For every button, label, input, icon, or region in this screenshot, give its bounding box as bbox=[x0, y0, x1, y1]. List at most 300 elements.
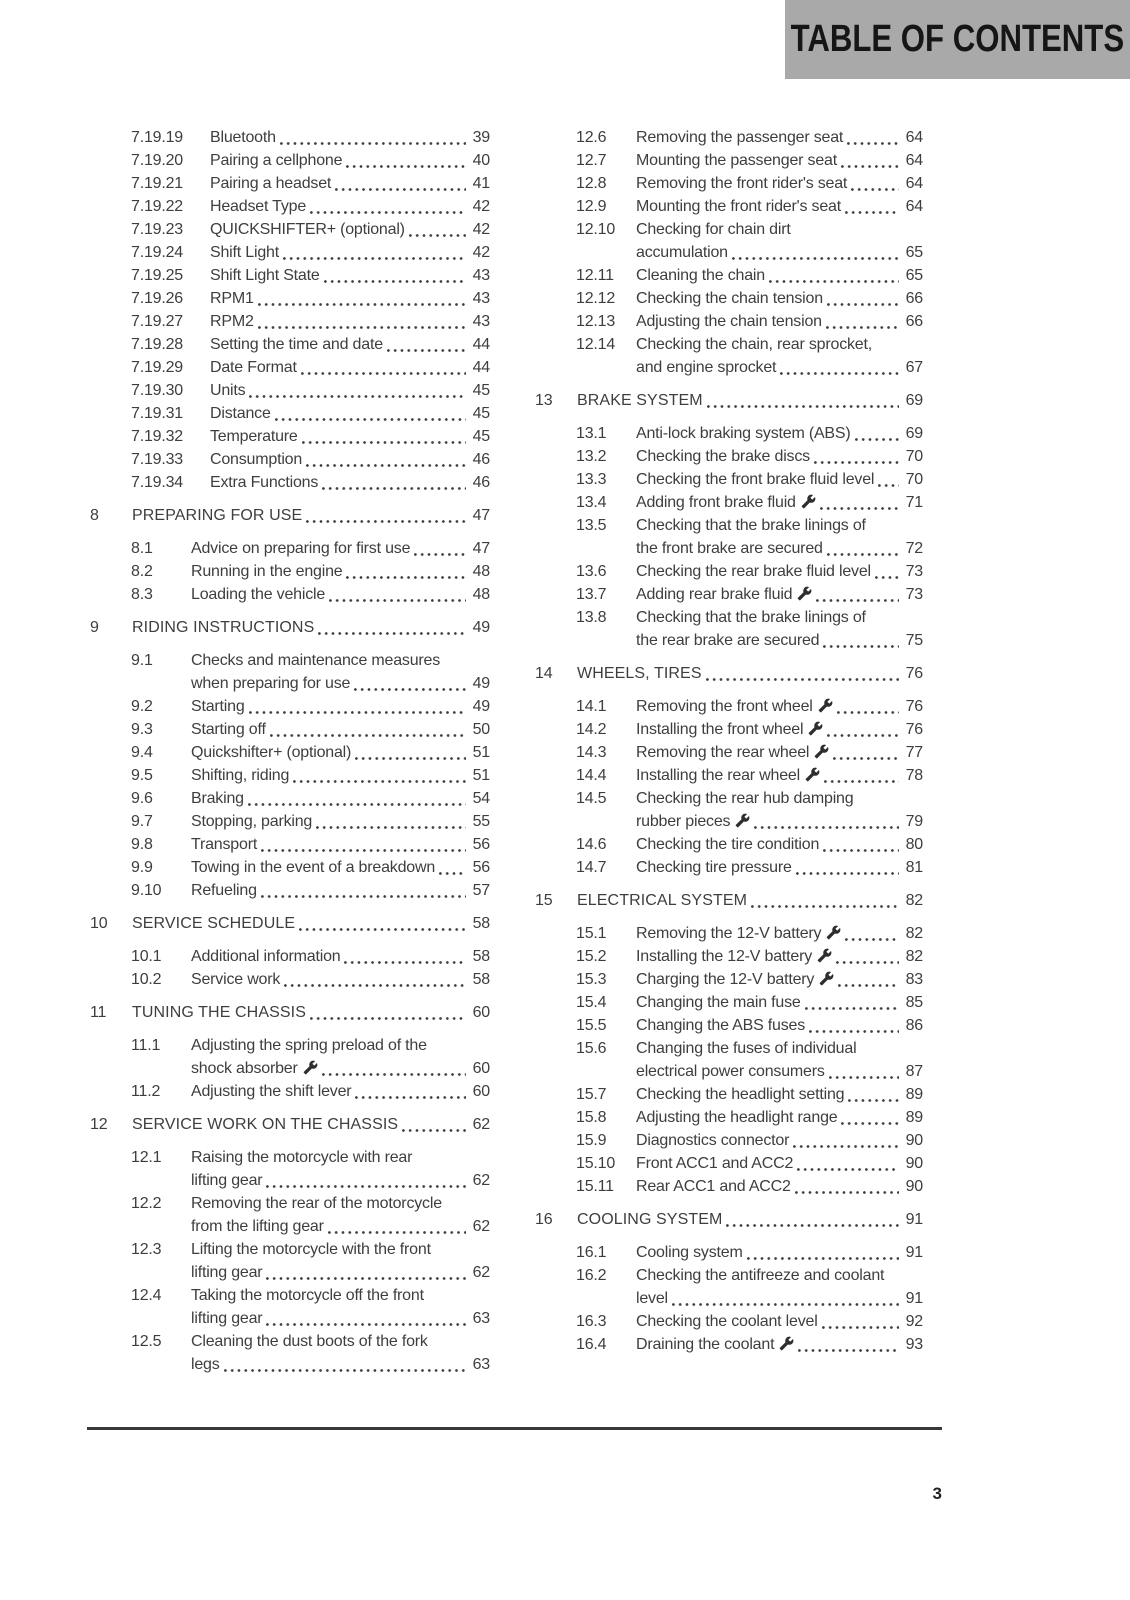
toc-chapter-entry bbox=[90, 1001, 490, 1024]
toc-entry-line bbox=[191, 1146, 490, 1169]
dot-leader bbox=[322, 1073, 466, 1076]
toc-entry-line bbox=[636, 945, 923, 968]
entry-number: 15.4 bbox=[576, 994, 607, 1011]
entry-title: Removing the front wheel bbox=[636, 698, 813, 715]
toc-entry-line bbox=[210, 310, 490, 333]
entry-page-number: 65 bbox=[905, 244, 923, 261]
toc-entry bbox=[90, 195, 490, 218]
entry-number: 15.2 bbox=[576, 948, 607, 965]
dot-leader bbox=[224, 1369, 466, 1372]
entry-title: Checking tire pressure bbox=[636, 859, 792, 876]
dot-leader bbox=[707, 405, 899, 408]
wrench-icon bbox=[735, 813, 750, 828]
toc-entry-line bbox=[210, 126, 490, 149]
entry-number: 15.10 bbox=[576, 1155, 616, 1172]
entry-page-number: 51 bbox=[472, 767, 490, 784]
toc-entry-line bbox=[636, 333, 923, 356]
toc-entry bbox=[535, 991, 923, 1014]
entry-title: Checking the coolant level bbox=[636, 1313, 818, 1330]
dot-leader bbox=[726, 1224, 899, 1227]
wrench-icon bbox=[817, 948, 832, 963]
toc-entry bbox=[90, 310, 490, 333]
toc-entry-line bbox=[636, 1310, 923, 1333]
entry-page-number: 42 bbox=[472, 244, 490, 261]
dot-leader bbox=[747, 1257, 899, 1260]
wrench-icon bbox=[303, 1060, 318, 1075]
toc-chapter-entry bbox=[535, 662, 923, 685]
toc-entry-line bbox=[191, 968, 490, 991]
dot-leader bbox=[805, 1007, 899, 1010]
entry-page-number: 64 bbox=[905, 198, 923, 215]
entry-title: Headset Type bbox=[210, 198, 307, 215]
entry-page-number: 49 bbox=[472, 675, 490, 692]
toc-entry bbox=[90, 149, 490, 172]
entry-title: Anti-lock braking system (ABS) bbox=[636, 425, 851, 442]
dot-leader bbox=[302, 441, 466, 444]
dot-leader bbox=[283, 257, 466, 260]
entry-title: Removing the passenger seat bbox=[636, 129, 844, 146]
toc-entry bbox=[535, 1014, 923, 1037]
entry-number: 7.19.19 bbox=[131, 129, 183, 146]
dot-leader bbox=[310, 211, 466, 214]
toc-entry-line bbox=[636, 629, 923, 652]
toc-entry-line bbox=[636, 445, 923, 468]
entry-number: 8.1 bbox=[131, 540, 153, 557]
entry-title: Checking the brake discs bbox=[636, 448, 810, 465]
entry-title: Additional information bbox=[191, 948, 341, 965]
entry-title: RPM2 bbox=[210, 313, 254, 330]
entry-number: 7.19.23 bbox=[131, 221, 183, 238]
toc-entry bbox=[535, 1264, 923, 1310]
toc-chapter-line bbox=[132, 616, 490, 639]
entry-page-number: 82 bbox=[905, 948, 923, 965]
toc-entry bbox=[90, 833, 490, 856]
toc-chapter-entry bbox=[535, 1208, 923, 1231]
entry-number: 14.4 bbox=[576, 767, 607, 784]
toc-entry-line bbox=[191, 856, 490, 879]
toc-chapter-line bbox=[132, 912, 490, 935]
dot-leader bbox=[270, 734, 466, 737]
toc-entry-line bbox=[636, 264, 923, 287]
toc-entry-line bbox=[191, 695, 490, 718]
entry-page-number: 62 bbox=[472, 1116, 490, 1133]
dot-leader bbox=[409, 234, 466, 237]
toc-entry bbox=[535, 787, 923, 833]
entry-title: Cooling system bbox=[636, 1244, 743, 1261]
entry-number: 15.9 bbox=[576, 1132, 607, 1149]
toc-entry-line bbox=[636, 1152, 923, 1175]
wrench-icon bbox=[826, 925, 841, 940]
entry-page-number: 75 bbox=[905, 632, 923, 649]
toc-entry-line bbox=[636, 1241, 923, 1264]
toc-column-right bbox=[535, 126, 923, 1356]
dot-leader bbox=[275, 418, 466, 421]
entry-title: Temperature bbox=[210, 428, 298, 445]
footer-rule bbox=[87, 1427, 942, 1430]
toc-entry bbox=[535, 422, 923, 445]
toc-entry-line bbox=[636, 241, 923, 264]
dot-leader bbox=[329, 599, 466, 602]
toc-entry bbox=[535, 583, 923, 606]
toc-entry-line bbox=[636, 1014, 923, 1037]
toc-entry-line bbox=[636, 1175, 923, 1198]
toc-entry-line bbox=[636, 922, 923, 945]
dot-leader bbox=[809, 1030, 899, 1033]
toc-entry-line bbox=[636, 514, 923, 537]
entry-title: Starting off bbox=[191, 721, 266, 738]
toc-entry-line bbox=[191, 672, 490, 695]
toc-entry bbox=[90, 241, 490, 264]
entry-number: 9.1 bbox=[131, 652, 153, 669]
entry-title: Installing the front wheel bbox=[636, 721, 804, 738]
entry-page-number: 48 bbox=[472, 586, 490, 603]
entry-page-number: 70 bbox=[905, 448, 923, 465]
entry-page-number: 89 bbox=[905, 1109, 923, 1126]
entry-page-number: 43 bbox=[472, 290, 490, 307]
toc-entry bbox=[535, 218, 923, 264]
toc-entry bbox=[90, 695, 490, 718]
toc-entry-line bbox=[636, 195, 923, 218]
toc-entry-line bbox=[210, 195, 490, 218]
entry-number: 9 bbox=[90, 619, 99, 636]
toc-entry bbox=[535, 922, 923, 945]
entry-title: Adjusting the spring preload of the bbox=[191, 1037, 427, 1054]
entry-number: 14 bbox=[535, 665, 553, 682]
toc-entry-line bbox=[636, 787, 923, 810]
toc-entry-line bbox=[191, 1261, 490, 1284]
wrench-icon bbox=[819, 971, 834, 986]
entry-number: 15.7 bbox=[576, 1086, 607, 1103]
entry-page-number: 49 bbox=[472, 619, 490, 636]
toc-entry-line bbox=[191, 810, 490, 833]
entry-number: 7.19.26 bbox=[131, 290, 183, 307]
dot-leader bbox=[672, 1303, 899, 1306]
toc-entry-line bbox=[210, 333, 490, 356]
entry-number: 13.1 bbox=[576, 425, 607, 442]
toc-entry-line bbox=[210, 218, 490, 241]
entry-title: BRAKE SYSTEM bbox=[577, 392, 703, 409]
entry-number: 15.8 bbox=[576, 1109, 607, 1126]
toc-entry bbox=[90, 1080, 490, 1103]
entry-page-number: 82 bbox=[905, 892, 923, 909]
toc-entry bbox=[90, 856, 490, 879]
entry-number: 10.1 bbox=[131, 948, 162, 965]
entry-title: Checking the antifreeze and coolant bbox=[636, 1267, 885, 1284]
entry-title: Checking that the brake linings of bbox=[636, 517, 866, 534]
dot-leader bbox=[845, 938, 899, 941]
entry-page-number: 60 bbox=[472, 1060, 490, 1077]
toc-entry-line bbox=[636, 1083, 923, 1106]
entry-title: Checking the rear brake fluid level bbox=[636, 563, 871, 580]
toc-entry bbox=[90, 126, 490, 149]
toc-entry bbox=[90, 968, 490, 991]
entry-title: Diagnostics connector bbox=[636, 1132, 790, 1149]
entry-page-number: 71 bbox=[905, 494, 923, 511]
toc-entry bbox=[535, 1037, 923, 1083]
toc-entry bbox=[90, 1238, 490, 1284]
toc-entry bbox=[535, 606, 923, 652]
entry-number: 15 bbox=[535, 892, 553, 909]
entry-title: Bluetooth bbox=[210, 129, 276, 146]
toc-entry-line bbox=[636, 218, 923, 241]
toc-chapter-line bbox=[132, 1001, 490, 1024]
entry-title: Cleaning the dust boots of the fork bbox=[191, 1333, 428, 1350]
entry-title: RPM1 bbox=[210, 290, 254, 307]
entry-page-number: 56 bbox=[472, 836, 490, 853]
entry-title: Removing the 12-V battery bbox=[636, 925, 822, 942]
toc-entry bbox=[535, 560, 923, 583]
entry-title: Setting the time and date bbox=[210, 336, 383, 353]
dot-leader bbox=[324, 280, 466, 283]
dot-leader bbox=[797, 1168, 899, 1171]
entry-title: Checking for chain dirt bbox=[636, 221, 791, 238]
toc-entry-line bbox=[191, 560, 490, 583]
toc-entry-line bbox=[210, 425, 490, 448]
entry-number: 7.19.30 bbox=[131, 382, 183, 399]
toc-entry bbox=[90, 448, 490, 471]
toc-entry bbox=[535, 1152, 923, 1175]
toc-chapter-entry bbox=[535, 389, 923, 412]
toc-entry bbox=[90, 218, 490, 241]
entry-title: shock absorber bbox=[191, 1060, 298, 1077]
dot-leader bbox=[280, 142, 466, 145]
entry-title: rubber pieces bbox=[636, 813, 731, 830]
dot-leader bbox=[346, 165, 466, 168]
toc-entry-line bbox=[636, 468, 923, 491]
entry-title: Installing the rear wheel bbox=[636, 767, 800, 784]
entry-title: Front ACC1 and ACC2 bbox=[636, 1155, 794, 1172]
entry-title: Draining the coolant bbox=[636, 1336, 775, 1353]
toc-entry-line bbox=[191, 1353, 490, 1376]
entry-number: 12.4 bbox=[131, 1287, 162, 1304]
toc-entry bbox=[535, 968, 923, 991]
entry-title: Transport bbox=[191, 836, 258, 853]
entry-number: 7.19.31 bbox=[131, 405, 183, 422]
toc-entry bbox=[535, 741, 923, 764]
dot-leader bbox=[258, 303, 466, 306]
dot-leader bbox=[414, 553, 466, 556]
toc-entry-line bbox=[636, 1037, 923, 1060]
entry-title: and engine sprocket bbox=[636, 359, 777, 376]
toc-entry-line bbox=[636, 1106, 923, 1129]
toc-entry-line bbox=[636, 537, 923, 560]
entry-page-number: 63 bbox=[472, 1356, 490, 1373]
entry-number: 13.8 bbox=[576, 609, 607, 626]
toc-chapter-entry bbox=[90, 616, 490, 639]
entry-title: QUICKSHIFTER+ (optional) bbox=[210, 221, 405, 238]
entry-title: Checking the front brake fluid level bbox=[636, 471, 875, 488]
dot-leader bbox=[316, 826, 466, 829]
entry-page-number: 55 bbox=[472, 813, 490, 830]
entry-page-number: 76 bbox=[905, 721, 923, 738]
dot-leader bbox=[823, 645, 899, 648]
toc-entry-line bbox=[191, 945, 490, 968]
entry-page-number: 76 bbox=[905, 698, 923, 715]
toc-entry bbox=[90, 172, 490, 195]
dot-leader bbox=[795, 1191, 899, 1194]
toc-chapter-entry bbox=[90, 504, 490, 527]
toc-entry bbox=[535, 333, 923, 379]
toc-entry bbox=[90, 718, 490, 741]
entry-page-number: 86 bbox=[905, 1017, 923, 1034]
entry-title: Loading the vehicle bbox=[191, 586, 326, 603]
entry-number: 8.2 bbox=[131, 563, 153, 580]
toc-entry bbox=[90, 425, 490, 448]
toc-entry bbox=[90, 1192, 490, 1238]
toc-entry-line bbox=[191, 833, 490, 856]
toc-entry bbox=[90, 945, 490, 968]
entry-number: 12.3 bbox=[131, 1241, 162, 1258]
dot-leader bbox=[827, 734, 899, 737]
entry-page-number: 44 bbox=[472, 359, 490, 376]
entry-page-number: 81 bbox=[905, 859, 923, 876]
entry-title: Shift Light bbox=[210, 244, 279, 261]
entry-title: lifting gear bbox=[191, 1264, 263, 1281]
entry-page-number: 80 bbox=[905, 836, 923, 853]
toc-entry bbox=[90, 537, 490, 560]
entry-number: 14.1 bbox=[576, 698, 607, 715]
wrench-icon bbox=[801, 494, 816, 509]
toc-chapter-line bbox=[577, 662, 923, 685]
toc-entry-line bbox=[636, 1333, 923, 1356]
dot-leader bbox=[827, 553, 899, 556]
dot-leader bbox=[751, 905, 899, 908]
toc-column-left bbox=[90, 126, 490, 1376]
entry-page-number: 89 bbox=[905, 1086, 923, 1103]
dot-leader bbox=[822, 1326, 899, 1329]
toc-entry bbox=[90, 787, 490, 810]
dot-leader bbox=[306, 520, 466, 523]
entry-number: 13.5 bbox=[576, 517, 607, 534]
entry-number: 16.2 bbox=[576, 1267, 607, 1284]
dot-leader bbox=[299, 928, 466, 931]
dot-leader bbox=[346, 576, 466, 579]
entry-title: Adding rear brake fluid bbox=[636, 586, 793, 603]
entry-page-number: 85 bbox=[905, 994, 923, 1011]
entry-number: 7.19.27 bbox=[131, 313, 183, 330]
dot-leader bbox=[322, 487, 466, 490]
entry-number: 16.1 bbox=[576, 1244, 607, 1261]
toc-chapter-line bbox=[132, 504, 490, 527]
toc-entry-line bbox=[210, 264, 490, 287]
dot-leader bbox=[855, 438, 899, 441]
dot-leader bbox=[266, 1323, 466, 1326]
toc-entry bbox=[90, 1146, 490, 1192]
toc-entry-line bbox=[636, 741, 923, 764]
entry-title: Shifting, riding bbox=[191, 767, 290, 784]
entry-page-number: 63 bbox=[472, 1310, 490, 1327]
dot-leader bbox=[387, 349, 466, 352]
toc-entry-line bbox=[210, 379, 490, 402]
dot-leader bbox=[845, 211, 899, 214]
entry-number: 12.2 bbox=[131, 1195, 162, 1212]
toc-entry bbox=[535, 1106, 923, 1129]
toc-entry bbox=[535, 126, 923, 149]
entry-number: 15.5 bbox=[576, 1017, 607, 1034]
toc-entry bbox=[90, 583, 490, 606]
entry-title: Checking the rear hub damping bbox=[636, 790, 854, 807]
entry-page-number: 47 bbox=[472, 540, 490, 557]
dot-leader bbox=[284, 984, 466, 987]
entry-page-number: 92 bbox=[905, 1313, 923, 1330]
toc-entry-line bbox=[191, 741, 490, 764]
entry-title: Removing the rear wheel bbox=[636, 744, 810, 761]
entry-page-number: 51 bbox=[472, 744, 490, 761]
entry-number: 12 bbox=[90, 1116, 108, 1133]
dot-leader bbox=[306, 464, 466, 467]
entry-title: Pairing a cellphone bbox=[210, 152, 343, 169]
entry-title: Refueling bbox=[191, 882, 257, 899]
entry-page-number: 62 bbox=[472, 1218, 490, 1235]
entry-title: Service work bbox=[191, 971, 281, 988]
toc-chapter-line bbox=[577, 1208, 923, 1231]
entry-page-number: 45 bbox=[472, 405, 490, 422]
toc-entry bbox=[90, 741, 490, 764]
dot-leader bbox=[841, 1122, 899, 1125]
entry-title: Taking the motorcycle off the front bbox=[191, 1287, 424, 1304]
entry-page-number: 45 bbox=[472, 382, 490, 399]
entry-page-number: 40 bbox=[472, 152, 490, 169]
toc-entry-line bbox=[191, 764, 490, 787]
toc-entry bbox=[535, 833, 923, 856]
wrench-icon bbox=[808, 721, 823, 736]
entry-title: Rear ACC1 and ACC2 bbox=[636, 1178, 791, 1195]
entry-title: the rear brake are secured bbox=[636, 632, 820, 649]
toc-entry bbox=[90, 1284, 490, 1330]
entry-number: 13.7 bbox=[576, 586, 607, 603]
entry-title: lifting gear bbox=[191, 1172, 263, 1189]
entry-title: COOLING SYSTEM bbox=[577, 1211, 723, 1228]
entry-title: Towing in the event of a breakdown bbox=[191, 859, 436, 876]
entry-title: Extra Functions bbox=[210, 474, 319, 491]
toc-chapter-line bbox=[577, 889, 923, 912]
entry-page-number: 49 bbox=[472, 698, 490, 715]
entry-title: Checking the chain, rear sprocket, bbox=[636, 336, 872, 353]
entry-title: WHEELS, TIRES bbox=[577, 665, 702, 682]
entry-title: Units bbox=[210, 382, 246, 399]
entry-page-number: 78 bbox=[905, 767, 923, 784]
entry-number: 13.2 bbox=[576, 448, 607, 465]
entry-number: 12.13 bbox=[576, 313, 616, 330]
entry-number: 7.19.25 bbox=[131, 267, 183, 284]
entry-page-number: 90 bbox=[905, 1155, 923, 1172]
entry-page-number: 62 bbox=[472, 1264, 490, 1281]
entry-number: 9.9 bbox=[131, 859, 153, 876]
entry-title: electrical power consumers bbox=[636, 1063, 825, 1080]
dot-leader bbox=[824, 780, 899, 783]
entry-page-number: 65 bbox=[905, 267, 923, 284]
toc-entry bbox=[535, 1333, 923, 1356]
dot-leader bbox=[851, 188, 899, 191]
entry-title: ELECTRICAL SYSTEM bbox=[577, 892, 748, 909]
entry-number: 9.3 bbox=[131, 721, 153, 738]
wrench-icon bbox=[779, 1336, 794, 1351]
entry-number: 11.1 bbox=[131, 1037, 161, 1054]
entry-title: Changing the fuses of individual bbox=[636, 1040, 857, 1057]
entry-number: 16.3 bbox=[576, 1313, 607, 1330]
toc-entry-line bbox=[636, 856, 923, 879]
dot-leader bbox=[838, 984, 899, 987]
toc-chapter-entry bbox=[535, 889, 923, 912]
entry-number: 7.19.22 bbox=[131, 198, 183, 215]
entry-page-number: 70 bbox=[905, 471, 923, 488]
dot-leader bbox=[310, 1017, 466, 1020]
entry-page-number: 64 bbox=[905, 129, 923, 146]
dot-leader bbox=[261, 849, 466, 852]
entry-page-number: 87 bbox=[905, 1063, 923, 1080]
entry-number: 12.5 bbox=[131, 1333, 162, 1350]
dot-leader bbox=[293, 780, 466, 783]
